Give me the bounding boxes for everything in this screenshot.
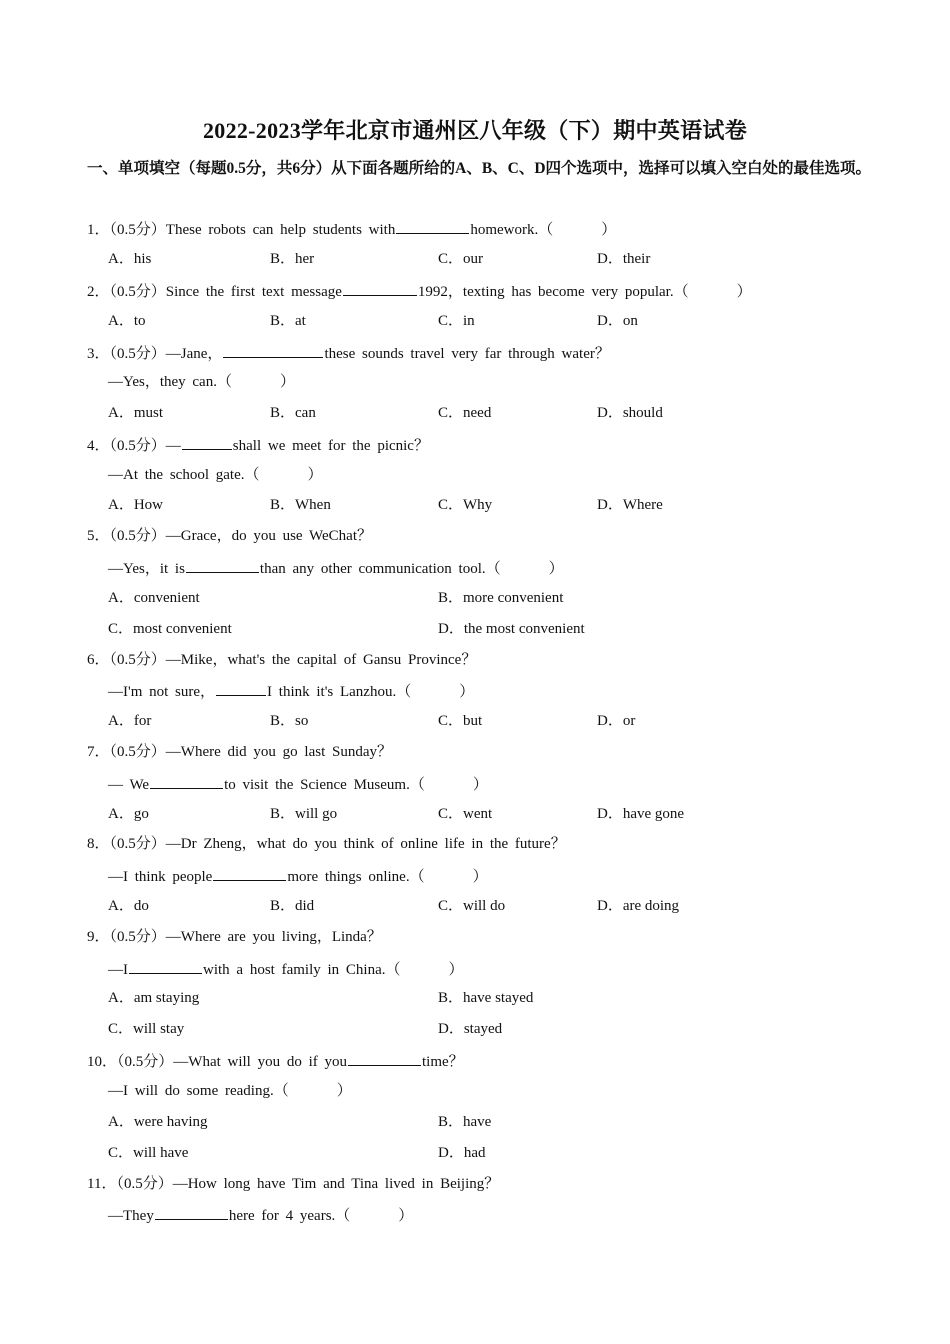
option-c: C．will do — [438, 898, 506, 914]
answer-blank — [155, 1203, 228, 1220]
question-number: 8． — [87, 836, 110, 852]
question-10-reply — [108, 1080, 352, 1102]
option-a: A．convenient — [108, 590, 200, 606]
option-d: D．should — [597, 405, 663, 421]
question-text: homework.（ — [470, 222, 554, 238]
option-c: C．in — [438, 313, 475, 329]
question-3 — [87, 341, 610, 363]
question-score: （0.5分） — [116, 1176, 173, 1192]
paren-close: ） — [601, 222, 617, 238]
option-d: D．on — [597, 313, 638, 329]
paren-close: ） — [548, 561, 564, 577]
option-c: C．Why — [438, 497, 493, 513]
question-score: （0.5分） — [109, 438, 166, 454]
answer-blank — [182, 433, 232, 450]
question-5 — [87, 525, 372, 547]
option-a: A．for — [108, 713, 152, 729]
option-a: A．must — [108, 405, 164, 421]
question-text: —Jane， — [165, 346, 223, 362]
question-text: —Mike，what's the capital of Gansu Province？ — [165, 652, 477, 668]
option-d: D．had — [438, 1145, 486, 1161]
question-text: —Where are you living，Linda？ — [165, 929, 382, 945]
question-score: （0.5分） — [109, 346, 166, 362]
question-number: 10． — [87, 1054, 118, 1070]
question-text: — We — [108, 777, 150, 793]
question-number: 11． — [87, 1176, 117, 1192]
question-text: to visit the Science Museum.（ — [224, 777, 425, 793]
paren-close: ） — [336, 1083, 352, 1099]
question-text: these sounds travel very far through water？ — [324, 346, 610, 362]
answer-blank — [129, 957, 202, 974]
option-a: A．were having — [108, 1114, 208, 1130]
paren-close: ） — [472, 869, 488, 885]
question-text: —I will do some reading.（ — [108, 1083, 289, 1099]
option-b: B．her — [270, 251, 315, 267]
option-b: B．When — [270, 497, 331, 513]
question-text: —Where did you go last Sunday？ — [165, 744, 392, 760]
question-text: Since the first text message — [165, 284, 342, 300]
option-b: B．can — [270, 405, 316, 421]
question-text: 1992，texting has become very popular.（ — [417, 284, 689, 300]
question-score: （0.5分） — [109, 652, 166, 668]
option-d: D．their — [597, 251, 651, 267]
question-1 — [87, 217, 616, 239]
question-text: —Yes，they can.（ — [108, 374, 232, 390]
answer-blank — [223, 341, 323, 358]
option-a: A．How — [108, 497, 163, 513]
answer-blank — [348, 1049, 421, 1066]
option-d: D．or — [597, 713, 636, 729]
question-number: 4． — [87, 438, 110, 454]
question-11-reply — [108, 1203, 413, 1225]
question-text: —Dr Zheng，what do you think of online life in the future？ — [165, 836, 566, 852]
question-11 — [87, 1173, 499, 1195]
question-text: These robots can help students with — [165, 222, 396, 238]
question-text: —They — [108, 1208, 154, 1224]
option-b: B．more convenient — [438, 590, 564, 606]
question-text: —How long have Tim and Tina lived in Beijing？ — [172, 1176, 500, 1192]
question-text: — — [165, 438, 181, 454]
option-c: C．will stay — [108, 1021, 185, 1037]
section-header: 一、单项填空（每题0.5分，共6分）从下面各题所给的A、B、C、D四个选项中，选择可以填入空白处的最佳选项。 — [87, 160, 872, 177]
option-a: A．go — [108, 806, 149, 822]
question-text: with a host family in China.（ — [203, 962, 401, 978]
answer-blank — [216, 679, 266, 696]
question-text: —I — [108, 962, 128, 978]
question-number: 9． — [87, 929, 110, 945]
question-2 — [87, 279, 752, 301]
question-text: —I think people — [108, 869, 213, 885]
question-score: （0.5分） — [109, 836, 166, 852]
paren-close: ） — [398, 1208, 414, 1224]
question-6-reply — [108, 679, 474, 701]
option-b: B．so — [270, 713, 309, 729]
option-b: B．did — [270, 898, 315, 914]
answer-blank — [213, 864, 286, 881]
option-a: A．his — [108, 251, 152, 267]
question-text: here for 4 years.（ — [228, 1208, 351, 1224]
option-c: C．most convenient — [108, 621, 232, 637]
answer-blank — [343, 279, 417, 296]
question-number: 2． — [87, 284, 110, 300]
question-score: （0.5分） — [109, 528, 166, 544]
question-6 — [87, 649, 476, 671]
option-b: B．have — [438, 1114, 492, 1130]
option-d: D．stayed — [438, 1021, 503, 1037]
answer-blank — [396, 217, 469, 234]
question-number: 5． — [87, 528, 110, 544]
option-b: B．will go — [270, 806, 338, 822]
option-b: B．have stayed — [438, 990, 534, 1006]
question-7-reply — [108, 772, 488, 794]
question-score: （0.5分） — [109, 744, 166, 760]
question-text: —Yes，it is — [108, 561, 185, 577]
option-c: C．went — [438, 806, 493, 822]
question-number: 7． — [87, 744, 110, 760]
question-text: —I'm not sure， — [108, 684, 216, 700]
question-score: （0.5分） — [109, 222, 166, 238]
option-a: A．do — [108, 898, 149, 914]
question-8 — [87, 833, 566, 855]
page-title: 2022-2023学年北京市通州区八年级（下）期中英语试卷 — [202, 118, 748, 143]
paren-close: ） — [307, 467, 323, 483]
question-text: shall we meet for the picnic？ — [232, 438, 429, 454]
question-text: than any other communication tool.（ — [259, 561, 501, 577]
question-text: —Grace，do you use WeChat？ — [165, 528, 373, 544]
paren-close: ） — [279, 374, 295, 390]
option-c: C．will have — [108, 1145, 189, 1161]
question-5-reply — [108, 556, 564, 578]
answer-blank — [150, 772, 223, 789]
question-3-reply — [108, 371, 295, 393]
question-7 — [87, 741, 392, 763]
question-score: （0.5分） — [117, 1054, 174, 1070]
option-c: C．need — [438, 405, 492, 421]
option-d: D．are doing — [597, 898, 680, 914]
question-text: —What will you do if you — [173, 1054, 348, 1070]
question-text: more things online.（ — [287, 869, 425, 885]
question-score: （0.5分） — [109, 284, 166, 300]
question-10 — [87, 1049, 464, 1071]
paren-close: ） — [472, 777, 488, 793]
question-8-reply — [108, 864, 488, 886]
question-number: 6． — [87, 652, 110, 668]
question-number: 1． — [87, 222, 110, 238]
question-text: I think it's Lanzhou.（ — [267, 684, 412, 700]
option-c: C．but — [438, 713, 483, 729]
question-4-reply — [108, 464, 323, 486]
question-text: time？ — [422, 1054, 464, 1070]
option-d: D．Where — [597, 497, 663, 513]
question-9 — [87, 926, 382, 948]
paren-close: ） — [459, 684, 475, 700]
question-number: 3． — [87, 346, 110, 362]
answer-blank — [186, 556, 259, 573]
option-b: B．at — [270, 313, 306, 329]
question-4 — [87, 433, 429, 455]
question-text: —At the school gate.（ — [108, 467, 260, 483]
option-d: D．have gone — [597, 806, 685, 822]
option-a: A．am staying — [108, 990, 200, 1006]
paren-close: ） — [448, 962, 464, 978]
option-d: D．the most convenient — [438, 621, 585, 637]
question-9-reply — [108, 957, 464, 979]
option-c: C．our — [438, 251, 484, 267]
paren-close: ） — [736, 284, 752, 300]
question-score: （0.5分） — [109, 929, 166, 945]
option-a: A．to — [108, 313, 146, 329]
